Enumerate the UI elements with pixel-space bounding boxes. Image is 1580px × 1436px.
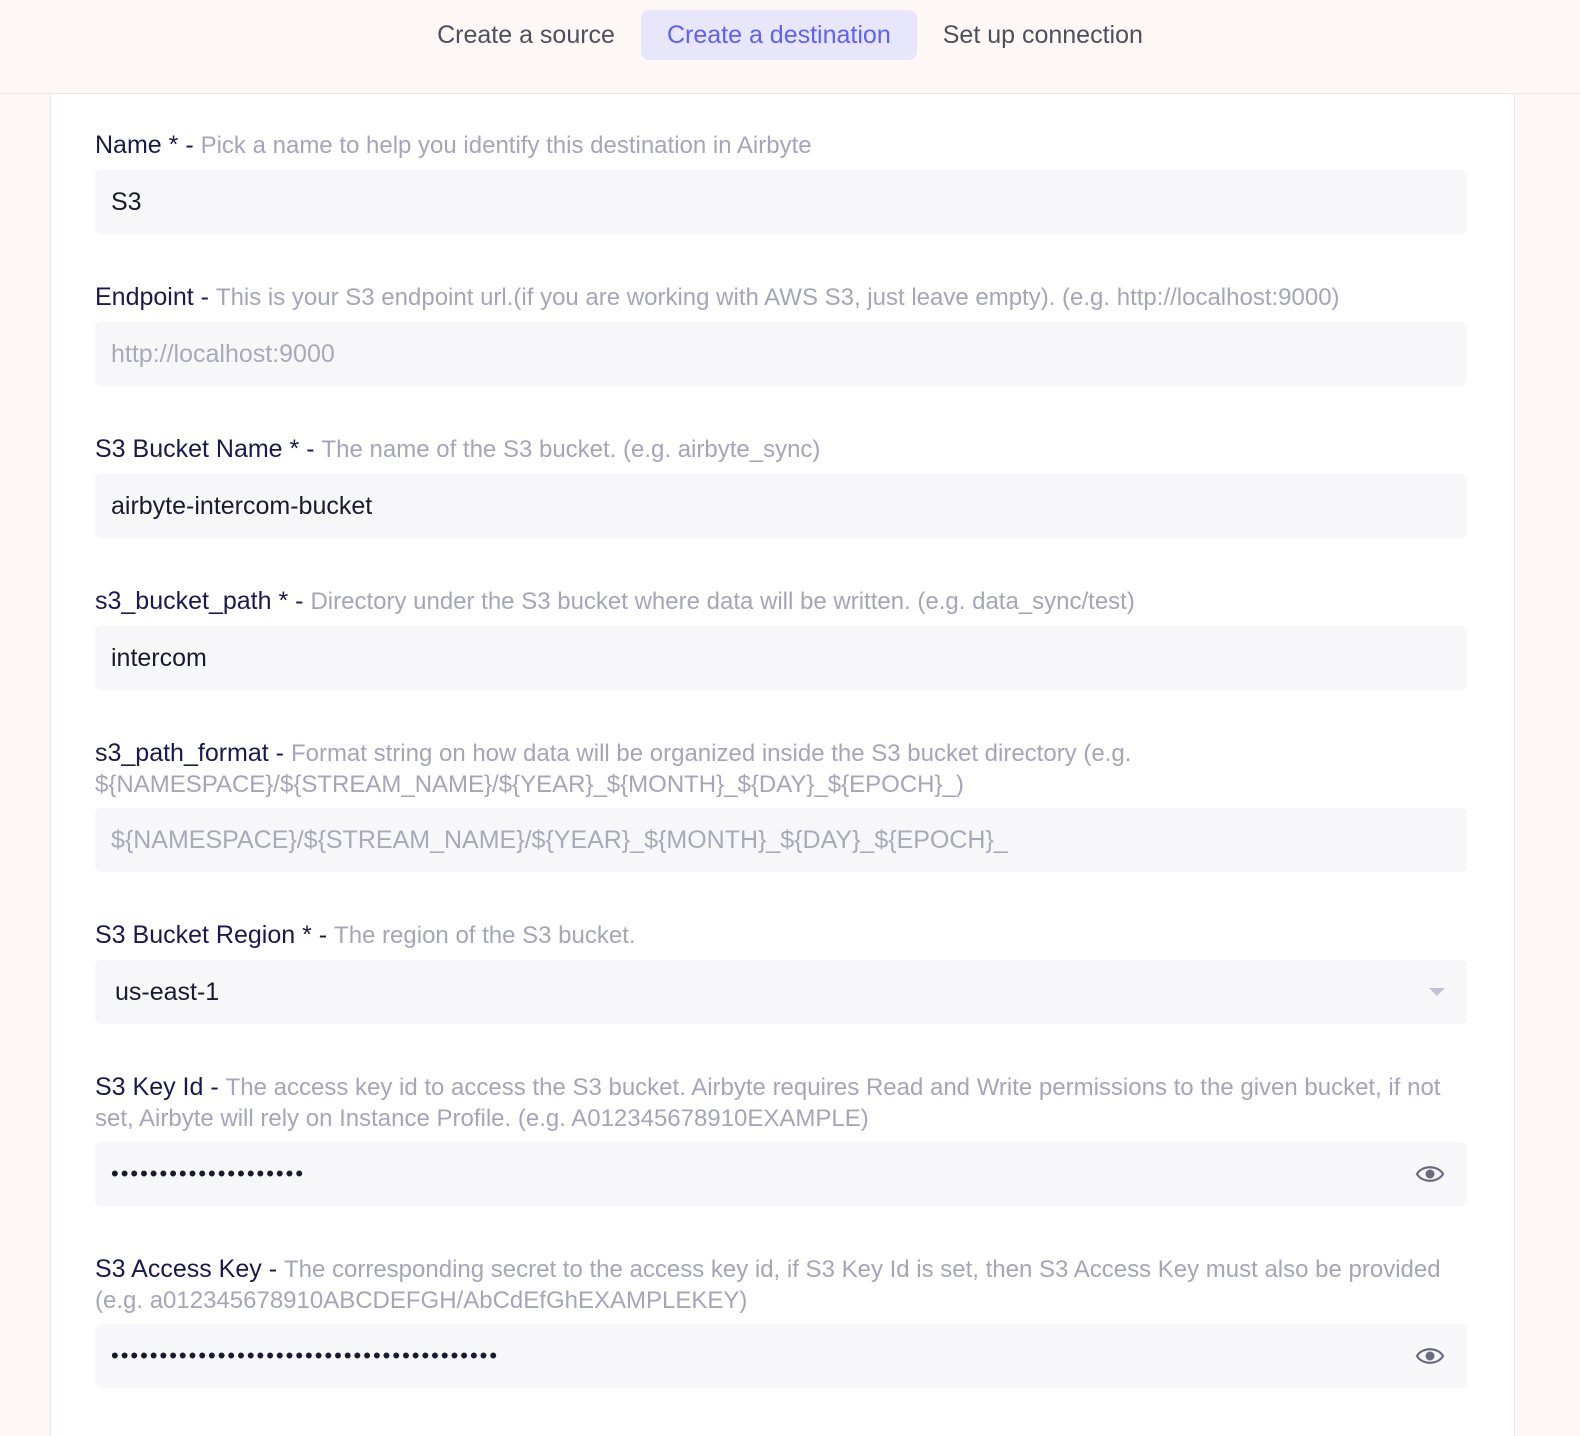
field-access-key-description: The corresponding secret to the access key id, if S3 Key Id is set, then S3 Access Key must also be provided (e.g. a012345678910ABCDEFGH/AbCdEfGhEXAMPLEKEY) bbox=[95, 1256, 1441, 1314]
field-bucket-path-label: s3_bucket_path * - Directory under the S3 bucket where data will be written. (e.g. data_sync/test) bbox=[95, 587, 1135, 615]
name-input[interactable]: S3 bbox=[95, 170, 1467, 234]
key-id-input[interactable]: •••••••••••••••••••• bbox=[95, 1142, 1467, 1206]
top-navigation bbox=[0, 0, 1580, 94]
access-key-input[interactable]: •••••••••••••••••••••••••••••••••••••••• bbox=[95, 1324, 1467, 1388]
region-select[interactable] bbox=[95, 960, 1467, 1024]
field-path-format-description: Format string on how data will be organized inside the S3 bucket directory (e.g. ${NAMESPACE}/${STREAM_NAME}/${YEAR}_${MONTH}_${DAY}_${EPOCH}_) bbox=[95, 740, 1132, 798]
destination-form-card bbox=[50, 94, 1515, 1436]
bucket-path-input[interactable]: intercom bbox=[95, 626, 1467, 690]
field-bucket-name-label: S3 Bucket Name * - The name of the S3 bucket. (e.g. airbyte_sync) bbox=[95, 435, 821, 463]
field-bucket-path bbox=[95, 586, 1467, 672]
field-path-format bbox=[95, 738, 1467, 854]
eye-icon[interactable] bbox=[1415, 1344, 1445, 1368]
endpoint-input[interactable]: http://localhost:9000 bbox=[95, 322, 1467, 386]
field-name-label: Name * - Pick a name to help you identify this destination in Airbyte bbox=[95, 131, 812, 159]
field-bucket-path-description: Directory under the S3 bucket where data will be written. (e.g. data_sync/test) bbox=[310, 588, 1135, 615]
field-region-label: S3 Bucket Region * - The region of the S3 bucket. bbox=[95, 921, 636, 949]
eye-icon[interactable] bbox=[1415, 1162, 1445, 1186]
step-tabs bbox=[0, 10, 1580, 60]
field-access-key-label: S3 Access Key - The corresponding secret to the access key id, if S3 Key Id is set, then S3 Access Key must also be provided (e.g. a012345678910ABCDEFGH/AbCdEfGhEXAMPLEKEY) bbox=[95, 1255, 1441, 1314]
field-key-id-description: The access key id to access the S3 bucket. Airbyte requires Read and Write permissions to the given bucket, if not set, Airbyte will rely on Instance Profile. (e.g. A012345678910EXAMPLE) bbox=[95, 1074, 1441, 1132]
field-endpoint-description: This is your S3 endpoint url.(if you are working with AWS S3, just leave empty). (e.g. http://localhost:9000) bbox=[215, 284, 1340, 311]
field-endpoint-label: Endpoint - This is your S3 endpoint url.(if you are working with AWS S3, just leave empty). (e.g. http://localhost:9000) bbox=[95, 283, 1340, 311]
field-endpoint bbox=[95, 282, 1467, 368]
field-access-key bbox=[95, 1254, 1467, 1368]
path-format-input[interactable]: ${NAMESPACE}/${STREAM_NAME}/${YEAR}_${MONTH}_${DAY}_${EPOCH}_ bbox=[95, 808, 1467, 872]
region-selected-value: us-east-1 bbox=[115, 978, 220, 1006]
field-region bbox=[95, 920, 1467, 1006]
bucket-name-input[interactable]: airbyte-intercom-bucket bbox=[95, 474, 1467, 538]
field-bucket-name bbox=[95, 434, 1467, 520]
field-path-format-label: s3_path_format - Format string on how data will be organized inside the S3 bucket directory (e.g. ${NAMESPACE}/${STREAM_NAME}/${YEAR}_${MONTH}_${DAY}_${EPOCH}_) bbox=[95, 739, 1132, 798]
step-create-destination[interactable]: Create a destination bbox=[641, 10, 917, 60]
step-set-up-connection[interactable]: Set up connection bbox=[942, 21, 1143, 49]
field-name bbox=[95, 130, 1467, 216]
field-key-id bbox=[95, 1072, 1467, 1186]
chevron-down-icon[interactable] bbox=[1429, 988, 1445, 996]
field-name-description: Pick a name to help you identify this destination in Airbyte bbox=[200, 132, 812, 159]
field-region-description: The region of the S3 bucket. bbox=[334, 922, 636, 949]
field-bucket-name-description: The name of the S3 bucket. (e.g. airbyte_sync) bbox=[321, 436, 821, 463]
step-create-source[interactable]: Create a source bbox=[437, 21, 615, 49]
field-key-id-label: S3 Key Id - The access key id to access the S3 bucket. Airbyte requires Read and Write permissions to the given bucket, if not set, Airbyte will rely on Instance Profile. (e.g. A012345678910EXAMPLE) bbox=[95, 1073, 1441, 1132]
